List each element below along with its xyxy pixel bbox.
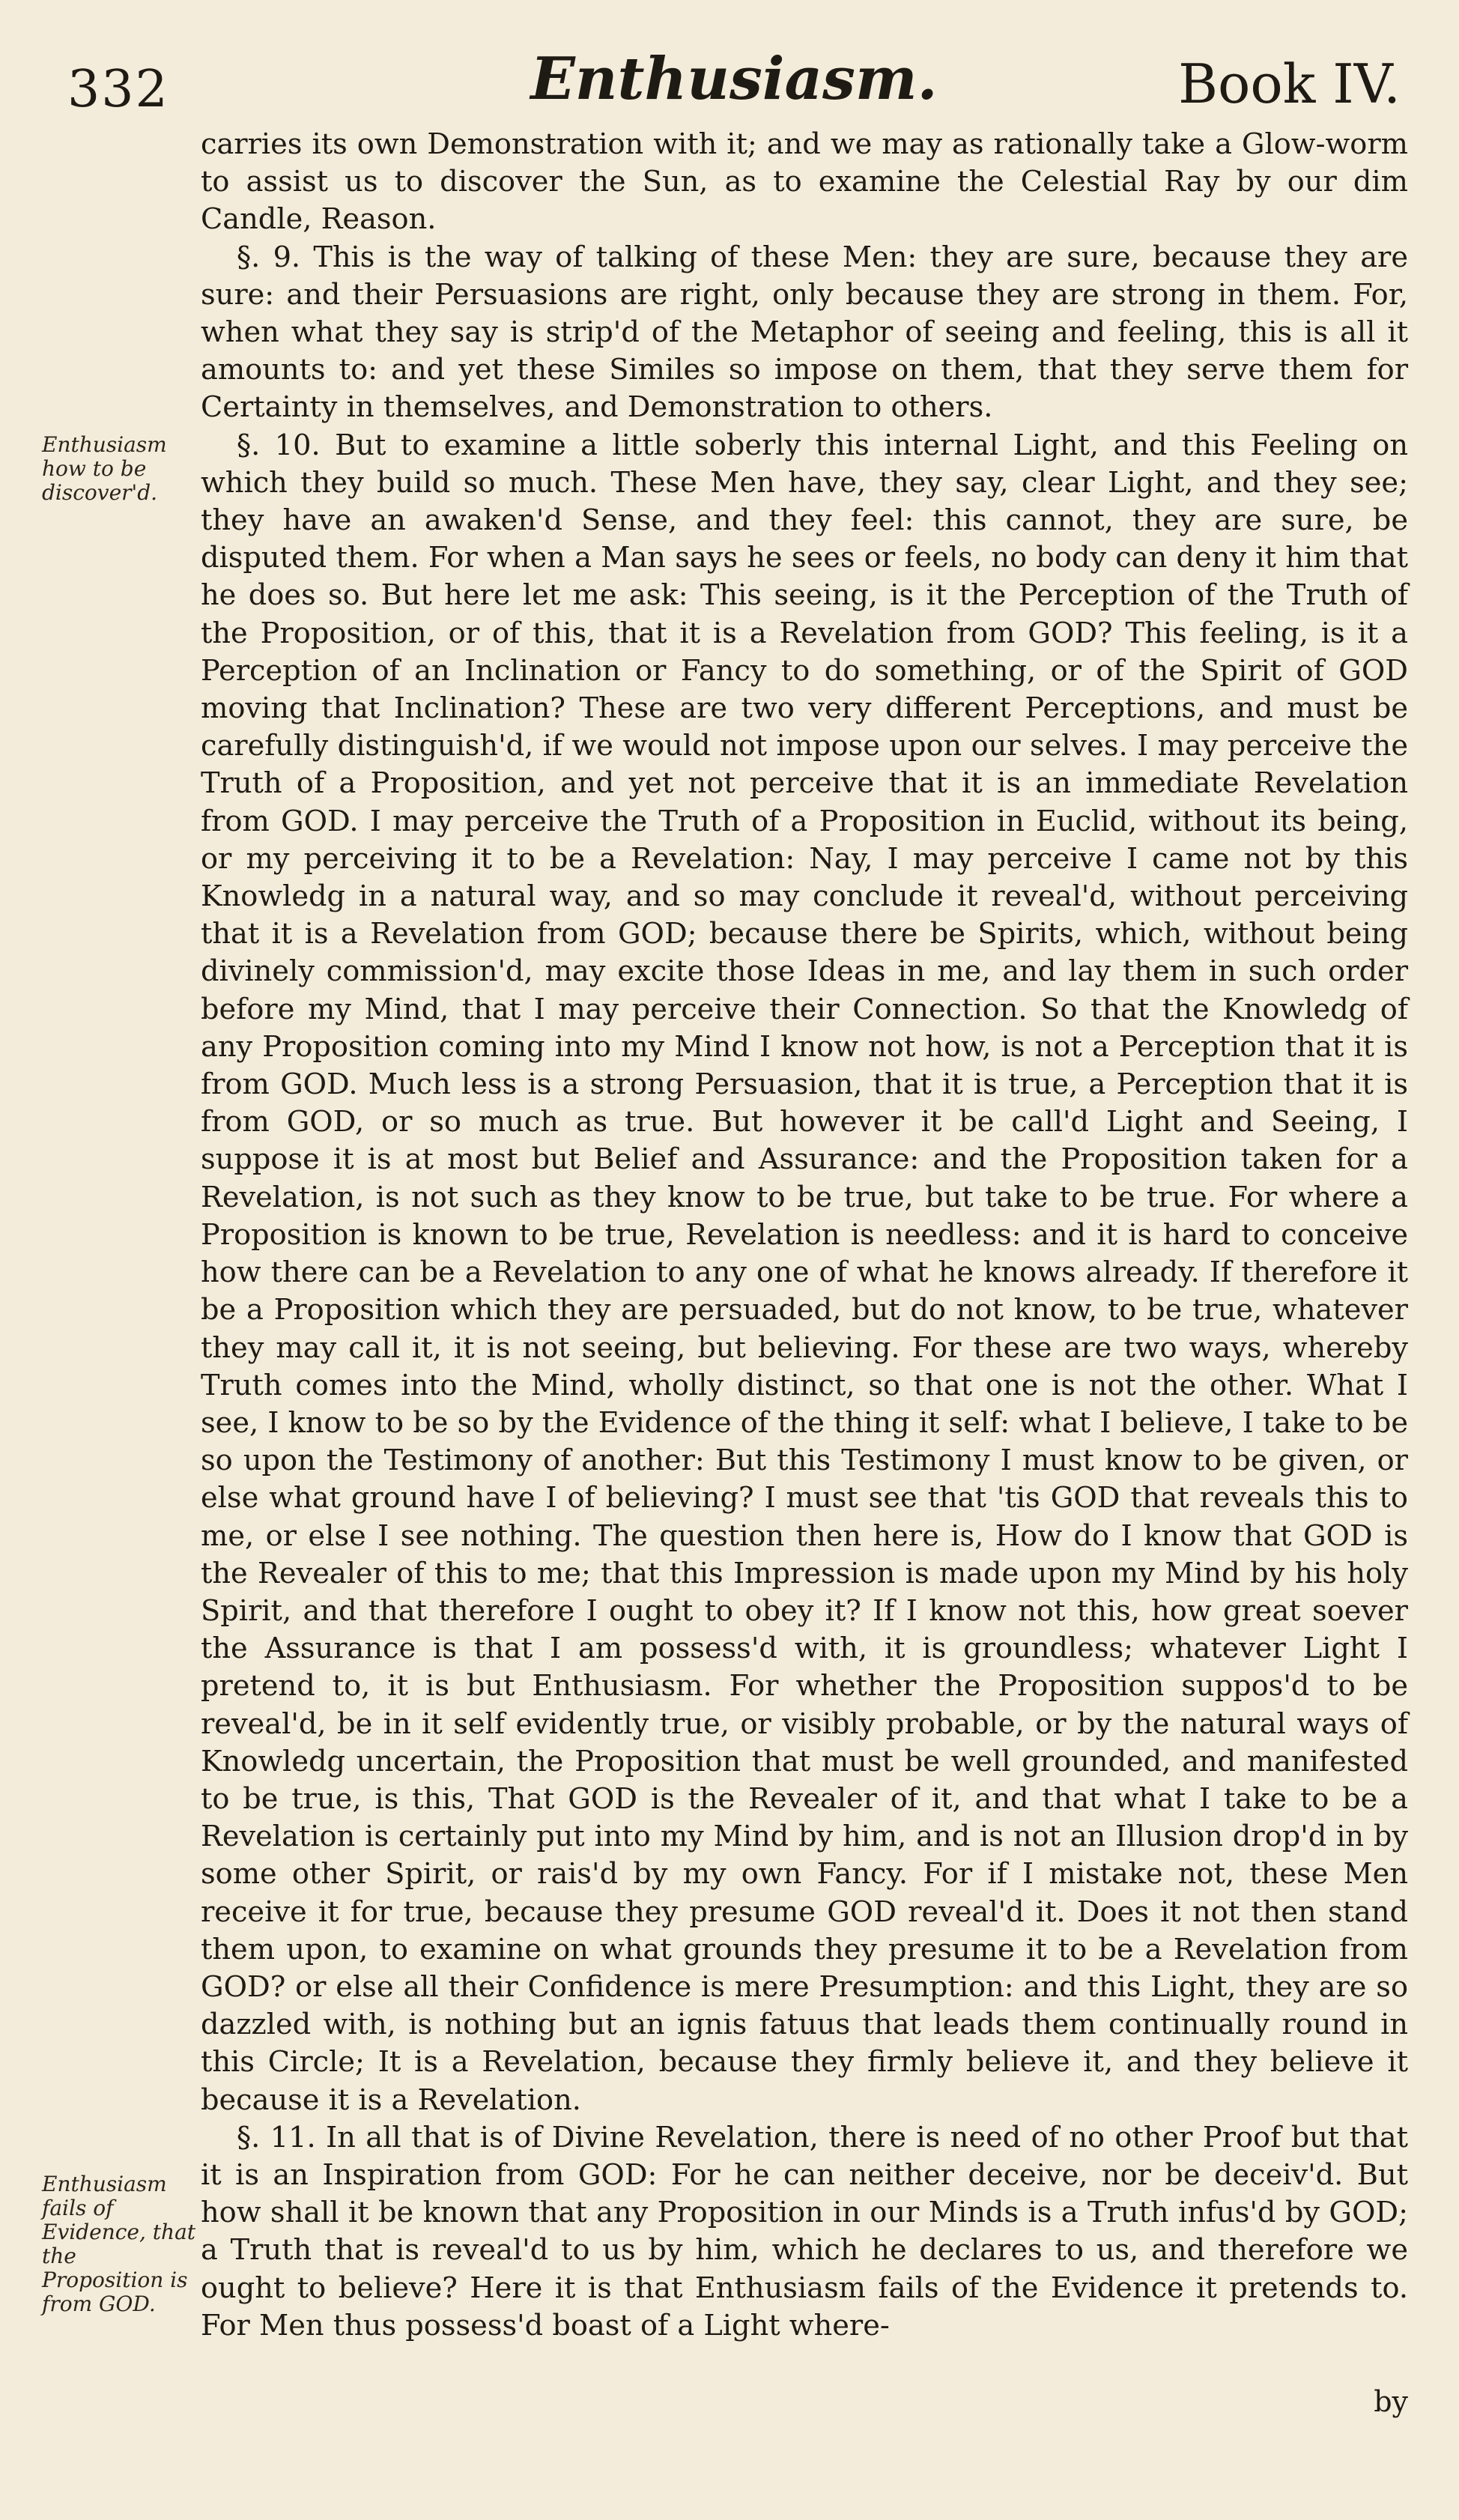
book-label: Book IV. bbox=[1178, 52, 1401, 115]
margin-note-fails-of-evidence: Enthusiasm fails of Evidence, that the Proposition is from GOD. bbox=[42, 2172, 196, 2316]
paragraph-section-9: §. 9. This is the way of talking of these Men: they are sure, because they are sure: and their Persuasions are right, only because they are strong in them. For, when what they say is strip'd of the Metaphor of seeing and feeling, this is all it amounts to: and yet these Similes so impose on them, that they serve them for Certainty in themselves, and Demonstration to others. bbox=[201, 240, 1408, 425]
paragraph-section-10: §. 10. But to examine a little soberly this internal Light, and this Feeling on which they build so much. These Men have, they say, clear Light, and they see; they have an awaken'd Sense, and they feel: this cannot, they are sure, be disputed them. For when a Man says he sees or feels, no body can deny it him that he does so. But here let me ask: This seeing, is it the Perception of the Truth of the Proposition, or of this, that it is a Revelation from GOD? This feeling, is it a Perception of an Inclination or Fancy to do something, or of the Spirit of GOD moving that Inclination? These are two very different Perceptions, and must be carefully distinguish'd, if we would not impose upon our selves. I may perceive the Truth of a Proposition, and yet not perceive that it is an immediate Revelation from GOD. I may perceive the Truth of a Proposition in Euclid, without its being, or my perceiving it to be a Revelation: Nay, I may perceive I came not by this Knowledg in a natural way, and so may conclude it reveal'd, without perceiving that it is a Revelation from GOD; because there be Spirits, which, without being divinely commission'd, may excite those Ideas in me, and lay them in such order before my Mind, that I may perceive their Connection. So that the Knowledg of any Proposition coming into my Mind I know not how, is not a Perception that it is from GOD. Much less is a strong Persuasion, that it is true, a Perception that it is from GOD, or so much as true. But however it be call'd Light and Seeing, I suppose it is at most but Belief and Assurance: and the Proposition taken for a Revelation, is not such as they know to be true, but take to be true. For where a Proposition is known to be true, Revelation is needless: and it is hard to conceive how there can be a Revelation to any one of what he knows already. If therefore it be a Proposition which they are persuaded, but do not know, to be true, whatever they may call it, it is not seeing, but believing. For these are two ways, whereby Truth comes into the Mind, wholly distinct, so that one is not the other. What I see, I know to be so by the Evidence of the thing it self: what I believe, I take to be so upon the Testimony of another: But this Testimony I must know to be given, or else what ground have I of believing? I must see that 'tis GOD that reveals this to me, or else I see nothing. The question then here is, How do I know that GOD is the Revealer of this to me; that this Impression is made upon my Mind by his holy Spirit, and that therefore I ought to obey it? If I know not this, how great soever the Assurance is that I am possess'd with, it is groundless; whatever Light I pretend to, it is but Enthusiasm. For whether the Proposition suppos'd to be reveal'd, be in it self evidently true, or visibly probable, or by the natural ways of Knowledg uncertain, the Proposition that must be well grounded, and manifested to be true, is this, That GOD is the Revealer of it, and that what I take to be a Revelation is certainly put into my Mind by him, and is not an Illusion drop'd in by some other Spirit, or rais'd by my own Fancy. For if I mistake not, these Men receive it for true, because they presume GOD reveal'd it. Does it not then stand them upon, to examine on what grounds they presume it to be a Revelation from GOD? or else all their Confidence is mere Presumption: and this Light, they are so dazzled with, is nothing but an ignis fatuus that leads them continually round in this Circle; It is a Revelation, because they firmly believe it, and they believe it because it is a Revelation. bbox=[201, 428, 1408, 2117]
page-header bbox=[67, 45, 1401, 127]
running-title: Enthusiasm. bbox=[530, 45, 938, 113]
paragraph-section-11: §. 11. In all that is of Divine Revelation, there is need of no other Proof but that it is an Inspiration from GOD: For he can neither deceive, nor be deceiv'd. But how shall it be known that any Proposition in our Minds is a Truth infus'd by GOD; a Truth that is reveal'd to us by him, which he declares to us, and therefore we ought to believe? Here it is that Enthusiasm fails of the Evidence it pretends to. For Men thus possess'd boast of a Light where- bbox=[201, 2120, 1408, 2342]
margin-note-how-discovered: Enthusiasm how to be discover'd. bbox=[42, 432, 167, 505]
paragraph-continuation: carries its own Demonstration with it; and we may as rationally take a Glow-worm to assist us to discover the Sun, as to examine the Celestial Ray by our dim Candle, Reason. bbox=[201, 127, 1408, 237]
page-number: 332 bbox=[67, 60, 169, 119]
catchword: by bbox=[1374, 2385, 1408, 2418]
main-text bbox=[201, 126, 1408, 2345]
